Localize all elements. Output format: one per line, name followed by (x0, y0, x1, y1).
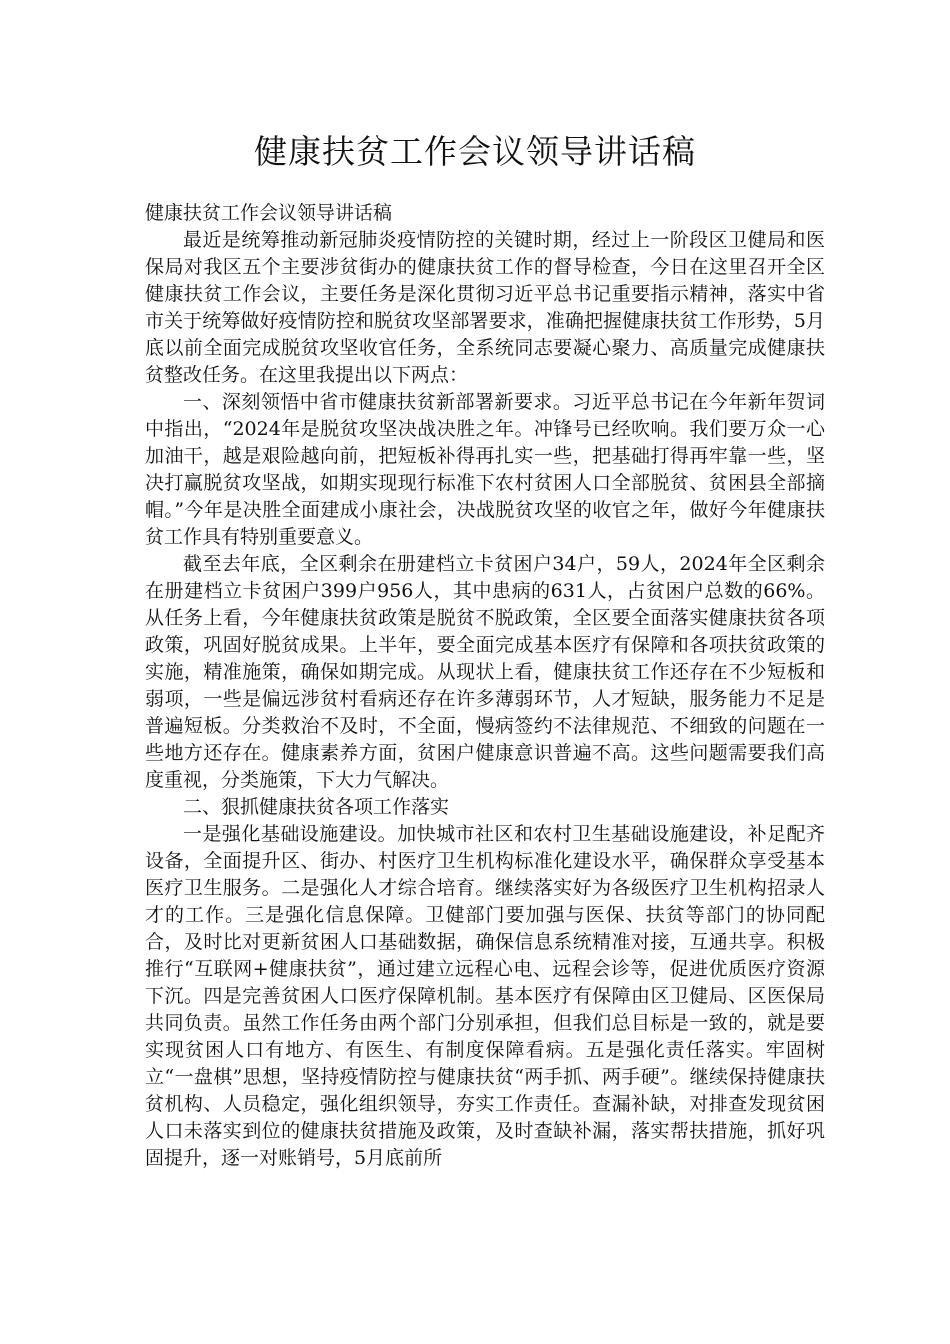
paragraph-measures: 一是强化基础设施建设。加快城市社区和农村卫生基础设施建设，补足配齐设备，全面提升区、街办、村医疗卫生机构标准化建设水平，确保群众享受基本医疗卫生服务。二是强化人才综合培育。继续落实好为各级医疗卫生机构招录人才的工作。三是强化信息保障。卫健部门要加强与医保、扶贫等部门的协同配合，及时比对更新贫困人口基础数据，确保信息系统精准对接，互通共享。积极推行“互联网+健康扶贫”，通过建立远程心电、远程会诊等，促进优质医疗资源下沉。四是完善贫困人口医疗保障机制。基本医疗有保障由区卫健局、区医保局共同负责。虽然工作任务由两个部门分别承担，但我们总目标是一致的，就是要实现贫困人口有地方、有医生、有制度保障看病。五是强化责任落实。牢固树立“一盘棋”思想，坚持疫情防控与健康扶贫“两手抓、两手硬”。继续保持健康扶贫机构、人员稳定，强化组织领导，夯实工作责任。查漏补缺，对排查发现贫困人口未落实到位的健康扶贫措施及政策，及时查缺补漏，落实帮扶措施，抓好巩固提升，逐一对账销号，5月底前所 (145, 823, 825, 1169)
section-two-heading: 二、狠抓健康扶贫各项工作落实 (183, 796, 450, 818)
document-title: 健康扶贫工作会议领导讲话稿 (254, 132, 696, 171)
document-subtitle: 健康扶贫工作会议领导讲话稿 (145, 202, 393, 224)
paragraph-section-one: 一、深刻领悟中省市健康扶贫新部署新要求。习近平总书记在今年新年贺词中指出，“2024年是脱贫攻坚决战决胜之年。冲锋号已经吹响。我们要万众一心加油干，越是艰险越向前，把短板补得再扎实一些，把基础打得再牢靠一些，坚决打赢脱贫攻坚战，如期实现现行标准下农村贫困人口全部脱贫、贫困县全部摘帽。”今年是决胜全面建成小康社会，决战脱贫攻坚的收官之年，做好今年健康扶贫工作具有特别重要意义。 (145, 391, 825, 548)
document-body (145, 200, 825, 1172)
paragraph-situation: 截至去年底，全区剩余在册建档立卡贫困户34户，59人，2024年全区剩余在册建档立卡贫困户399户956人，其中患病的631人，占贫困户总数的66%。从任务上看，今年健康扶贫政策是脱贫不脱政策，全区要全面落实健康扶贫各项政策，巩固好脱贫成果。上半年，要全面完成基本医疗有保障和各项扶贫政策的实施，精准施策，确保如期完成。从现状上看，健康扶贫工作还存在不少短板和弱项，一些是偏远涉贫村看病还存在许多薄弱环节，人才短缺，服务能力不足是普遍短板。分类救治不及时，不全面，慢病签约不法律规范、不细致的问题在一些地方还存在。健康素养方面，贫困户健康意识普遍不高。这些问题需要我们高度重视，分类施策，下大力气解决。 (145, 553, 825, 791)
paragraph-intro: 最近是统筹推动新冠肺炎疫情防控的关键时期，经过上一阶段区卫健局和医保局对我区五个主要涉贫街办的健康扶贫工作的督导检查，今日在这里召开全区健康扶贫工作会议，主要任务是深化贯彻习近平总书记重要指示精神，落实中省市关于统筹做好疫情防控和脱贫攻坚部署要求，准确把握健康扶贫工作形势，5月底以前全面完成脱贫攻坚收官任务，全系统同志要凝心聚力、高质量完成健康扶贫整改任务。在这里我提出以下两点： (145, 229, 825, 386)
